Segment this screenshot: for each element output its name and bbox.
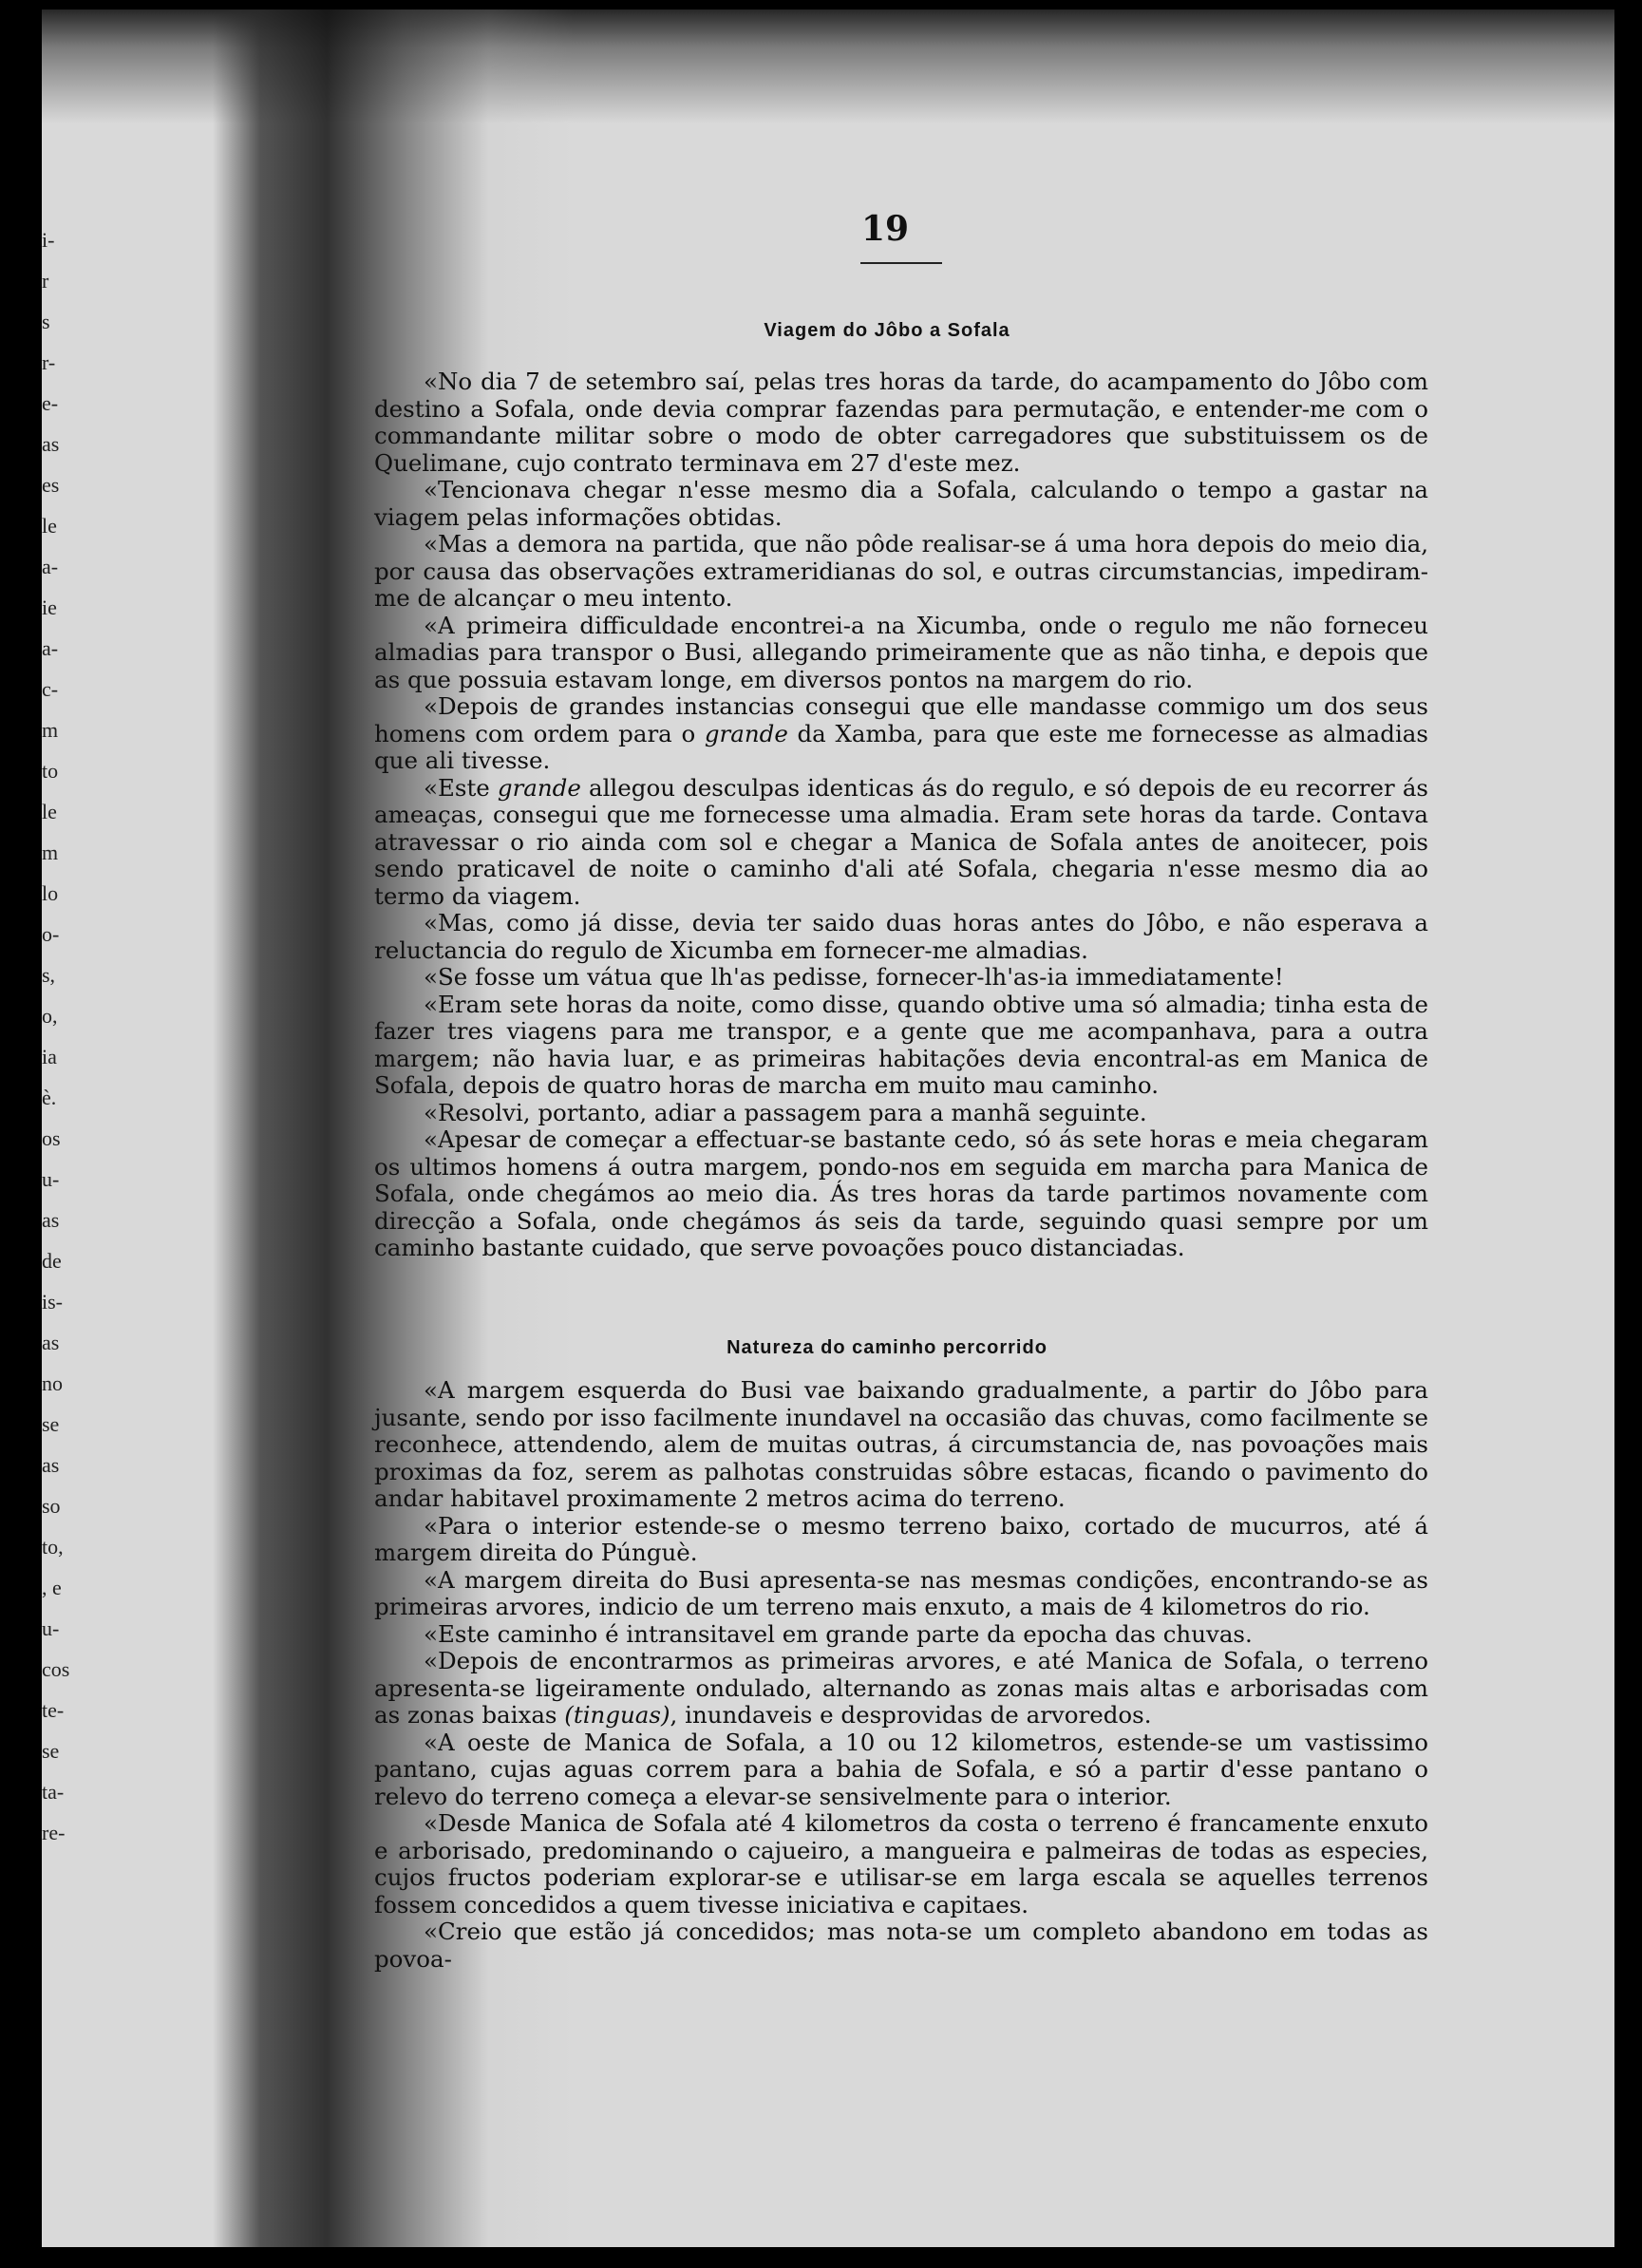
margin-fragment: i-: [42, 228, 55, 252]
paragraph: «Depois de encontrarmos as primeiras arvores, e até Manica de Sofala, o terreno apresenta-se ligeiramente ondulado, alternando as zonas mais altas e arborisadas com as zonas baixas (tinguas), inundaveis e desprovidas de arvoredos.: [374, 1647, 1428, 1729]
margin-fragment: cos: [42, 1657, 70, 1681]
section-title-natureza: Natureza do caminho percorrido: [727, 1337, 1047, 1358]
margin-fragment: u-: [42, 1616, 60, 1640]
paragraph: «Mas a demora na partida, que não pôde realisar-se á uma hora depois do meio dia, por causa das observações extrameridianas do sol, e outras circumstancias, impediram-me de alcançar o meu intento.: [374, 530, 1428, 612]
margin-fragment: le: [42, 800, 57, 823]
paragraph: «Tencionava chegar n'esse mesmo dia a Sofala, calculando o tempo a gastar na viagem pelas informações obtidas.: [374, 476, 1428, 531]
margin-fragment: to,: [42, 1535, 64, 1559]
margin-fragment: c-: [42, 677, 59, 701]
margin-fragment: de: [42, 1249, 62, 1273]
section-natureza-body: [374, 1377, 1428, 1973]
previous-page-margin: [42, 228, 108, 1899]
paragraph: «A margem esquerda do Busi vae baixando gradualmente, a partir do Jôbo para jusante, sendo por isso facilmente inundavel na occasião das chuvas, como facilmente se reconhece, attendendo, alem de muitas outras, á circumstancia de, nas povoações mais proximas da foz, serem as palhotas construidas sôbre estacas, ficando o pavimento do andar habitavel proximamente 2 metros acima do terreno.: [374, 1376, 1428, 1512]
margin-fragment: s,: [42, 963, 56, 987]
margin-fragment: s: [42, 310, 50, 333]
paragraph: «Apesar de começar a effectuar-se bastante cedo, só ás sete horas e meia chegaram os ultimos homens á outra margem, pondo-nos em seguida em marcha para Manica de Sofala, onde chegámos ao meio dia. Ás tres horas da tarde partimos novamente com direcção a Sofala, onde chegámos ás seis da tarde, seguindo quasi sempre por um caminho bastante cuidado, que serve povoações pouco distanciadas.: [374, 1125, 1428, 1261]
margin-fragment: ia: [42, 1045, 57, 1068]
page-number: 19: [860, 209, 910, 249]
margin-fragment: os: [42, 1126, 61, 1150]
margin-fragment: to: [42, 759, 59, 783]
paragraph: «Mas, como já disse, devia ter saido duas horas antes do Jôbo, e não esperava a reluctancia do regulo de Xicumba em fornecer-me almadias.: [374, 909, 1428, 964]
margin-fragment: le: [42, 514, 57, 538]
margin-fragment: as: [42, 1331, 60, 1354]
margin-fragment: ta-: [42, 1780, 65, 1804]
margin-fragment: m: [42, 841, 59, 864]
margin-fragment: is-: [42, 1290, 63, 1314]
margin-fragment: no: [42, 1371, 63, 1395]
paragraph: «A primeira difficuldade encontrei-a na Xicumba, onde o regulo me não forneceu almadias para transpor o Busi, allegando primeiramente que as não tinha, e depois que as que possuia estavam longe, em diversos pontos na margem do rio.: [374, 611, 1428, 693]
page-number-rule: [860, 262, 942, 264]
margin-fragment: m: [42, 718, 59, 742]
paragraph: «Este grande allegou desculpas identicas ás do regulo, e só depois de eu recorrer ás ameaças, consegui que me fornecesse uma almadia. Eram sete horas da tarde. Contava atravessar o rio ainda com sol e chegar a Manica de Sofala antes de anoitecer, pois sendo praticavel de noite o caminho d'ali até Sofala, chegaria n'esse mesmo dia ao termo da viagem.: [374, 773, 1428, 910]
paragraph: «Este caminho é intransitavel em grande parte da epocha das chuvas.: [424, 1619, 1253, 1648]
paragraph: «No dia 7 de setembro saí, pelas tres horas da tarde, do acampamento do Jôbo com destino a Sofala, onde devia comprar fazendas para permutação, e entender-me com o commandante militar sobre o modo de obter carregadores que substituissem os de Quelimane, cujo contrato terminava em 27 d'este mez.: [374, 368, 1428, 477]
margin-fragment: r: [42, 269, 49, 293]
margin-fragment: r-: [42, 350, 56, 374]
paragraph: «A margem direita do Busi apresenta-se nas mesmas condições, encontrando-se as primeiras arvores, indicio de um terreno mais enxuto, a mais de 4 kilometros do rio.: [374, 1565, 1428, 1620]
margin-fragment: so: [42, 1494, 61, 1518]
margin-fragment: ie: [42, 595, 57, 619]
margin-fragment: as: [42, 432, 60, 456]
paragraph: «Desde Manica de Sofala até 4 kilometros da costa o terreno é francamente enxuto e arborisado, predominando o cajueiro, a mangueira e palmeiras de todas as especies, cujos fructos poderiam explorar-se e utilisar-se em larga escala se aquelles terrenos fossem concedidos a quem tivesse iniciativa e capitaes.: [374, 1809, 1428, 1918]
margin-fragment: a-: [42, 636, 59, 660]
margin-fragment: è.: [42, 1086, 57, 1109]
paragraph: «Resolvi, portanto, adiar a passagem para a manhã seguinte.: [424, 1098, 1147, 1126]
paragraph: «Creio que estão já concedidos; mas nota-se um completo abandono em todas as povoa-: [374, 1918, 1428, 1973]
paragraph: «A oeste de Manica de Sofala, a 10 ou 12 kilometros, estende-se um vastissimo pantano, cujas aguas correm para a bahia de Sofala, e só a partir d'esse pantano o relevo do terreno começa a elevar-se sensivelmente para o interior.: [374, 1728, 1428, 1810]
scanned-page: [42, 9, 1614, 2247]
paragraph: «Depois de grandes instancias consegui que elle mandasse commigo um dos seus homens com ordem para o grande da Xamba, para que este me fornecesse as almadias que ali tivesse.: [374, 692, 1428, 774]
margin-fragment: se: [42, 1412, 60, 1436]
margin-fragment: as: [42, 1453, 60, 1477]
margin-fragment: o-: [42, 922, 60, 946]
margin-fragment: lo: [42, 881, 59, 905]
margin-fragment: re-: [42, 1821, 66, 1844]
margin-fragment: o,: [42, 1004, 58, 1028]
margin-fragment: e-: [42, 391, 59, 415]
margin-fragment: es: [42, 473, 60, 497]
paragraph: «Para o interior estende-se o mesmo terreno baixo, cortado de mucurros, até á margem direita do Púnguè.: [374, 1511, 1428, 1566]
margin-fragment: se: [42, 1739, 60, 1763]
margin-fragment: te-: [42, 1698, 65, 1722]
section-title-viagem: Viagem do Jôbo a Sofala: [764, 320, 1010, 341]
paragraph: «Eram sete horas da noite, como disse, quando obtive uma só almadia; tinha esta de fazer tres viagens para me transpor, e a gente que me acompanhava, para a outra margem; não havia luar, e as primeiras habitações devia encontral-as em Manica de Sofala, depois de quatro horas de marcha em muito mau caminho.: [374, 990, 1428, 1099]
margin-fragment: , e: [42, 1576, 62, 1599]
paragraph: «Se fosse um vátua que lh'as pedisse, fornecer-lh'as-ia immediatamente!: [424, 963, 1284, 991]
margin-fragment: as: [42, 1208, 60, 1232]
section-viagem-body: [374, 369, 1428, 1262]
margin-fragment: u-: [42, 1167, 60, 1191]
margin-fragment: a-: [42, 555, 59, 578]
